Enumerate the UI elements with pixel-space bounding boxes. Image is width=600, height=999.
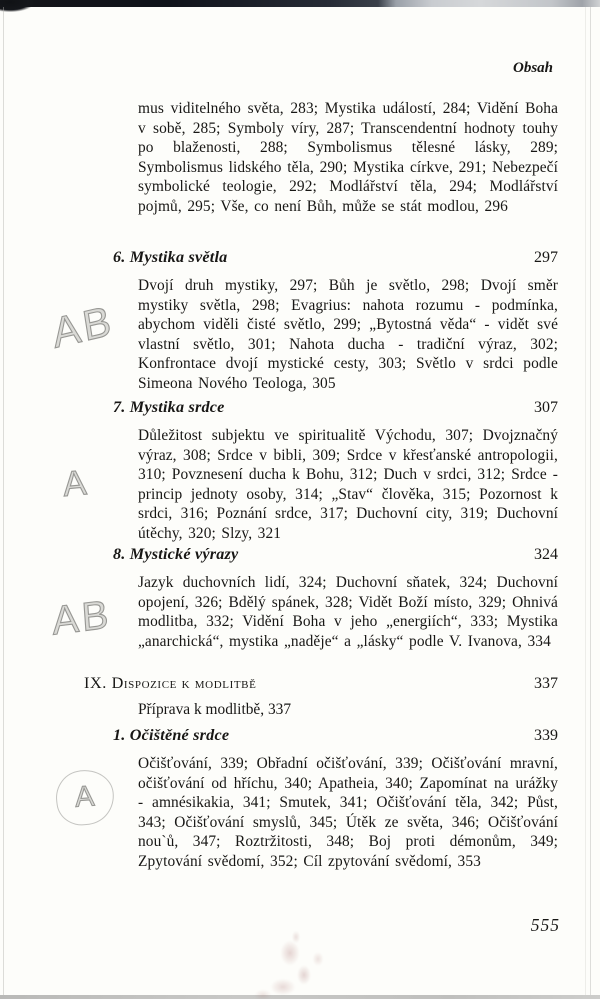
toc-section-page: 297 xyxy=(534,249,558,266)
toc-section-topics: Očišťování, 339; Obřadní očišťování, 339; Očišťování mravní, očišťování od hříchu, 340; Apatheia, 340; Zapomínat na urážky - amnésikakia, 341; Smutek, 341; Očišťování těla, 342; Půst, 343; Očišťování smyslů, 345; Útěk ze světa, 346; Očišťování nou`ů, 347; Roztržitosti, 348; Boj proti démonům, 349; Zpytování svědomí, 352; Cíl zpytování svědomí, 353 xyxy=(138,755,558,870)
toc-section-page: 339 xyxy=(534,727,558,744)
pencil-margin-note-2: A xyxy=(61,462,92,505)
running-header: Obsah xyxy=(512,60,553,76)
stain-mark xyxy=(238,925,348,999)
scan-left-edge-line xyxy=(3,7,4,995)
toc-section-topics: Důležitost subjektu ve spiritualitě Východu, 307; Dvojznačný výraz, 308; Srdce v bibli, 309; Srdce v křesťanské antropologii, 310; Povznesení ducha k Bohu, 312; Duch v srdci, 312; Srdce - princip jednoty osoby, 314; „Stav“ člověka, 315; Pozornost k srdci, 316; Poznání srdce, 317; Duchovní city, 319; Duchovní útěchy, 320; Slzy, 321 xyxy=(138,427,558,542)
pencil-margin-note-3: AB xyxy=(50,592,113,644)
pencil-margin-note-1: AB xyxy=(49,296,117,357)
toc-section-title: 8. Mystické výrazy xyxy=(113,545,239,563)
toc-section-1 xyxy=(113,726,558,745)
toc-section-6 xyxy=(113,248,558,267)
pencil-margin-note-4: A xyxy=(74,780,96,814)
toc-section-topics: Jazyk duchovních lidí, 324; Duchovní sňatek, 324; Duchovní opojení, 326; Bdělý spánek, 328; Vidět Boží místo, 329; Ohnivá modlitba, 332; Vidění Boha v jeho „energiích“, 333; Mystika „anarchická“, mystika „naděje“ a „lásky“ podle V. Ivanova, 334 xyxy=(138,574,558,650)
toc-section-title: 6. Mystika světla xyxy=(113,248,228,266)
scan-corner-blob xyxy=(0,0,34,12)
pencil-margin-note-4-circle xyxy=(53,767,117,829)
page-folio: 555 xyxy=(530,915,560,935)
scan-right-edge-line-2 xyxy=(585,7,586,995)
toc-section-8 xyxy=(113,545,558,564)
toc-section-page: 307 xyxy=(534,399,558,416)
toc-chapter-title: IX. Dispozice k modlitbě xyxy=(84,674,257,692)
toc-section-topics: Dvojí druh mystiky, 297; Bůh je světlo, 298; Dvojí směr mystiky světla, 298; Evagrius: nahota rozumu - podmínka, abychom viděli čisté světlo, 299; „Bytostná věda“ - vidět své vlastní světlo, 301; Nahota ducha - tradiční výraz, 302; Konfrontace dvojí mystické cesty, 303; Světlo v srdci podle Simeona Nového Teologa, 305 xyxy=(138,277,558,392)
toc-chapter-9 xyxy=(84,674,558,693)
scan-top-edge xyxy=(0,0,600,7)
toc-section-title: 7. Mystika srdce xyxy=(113,398,225,416)
toc-continued-paragraph: mus viditelného světa, 283; Mystika událostí, 284; Vidění Boha v sobě, 285; Symboly víry, 287; Transcendentní hodnoty touhy po blaženosti, 288; Symbolismus tělesné lásky, 289; Symbolismus lidského těla, 290; Mystika církve, 291; Nebezpečí symbolické teologie, 292; Modlářství těla, 294; Modlářství pojmů, 295; Vše, co není Bůh, může se stát modlou, 296 xyxy=(138,100,558,215)
toc-section-title: 1. Očištěné srdce xyxy=(113,726,230,744)
scan-right-edge-line xyxy=(590,7,591,995)
toc-section-7 xyxy=(113,398,558,417)
toc-chapter-subentry: Příprava k modlitbě, 337 xyxy=(138,701,292,718)
toc-section-page: 324 xyxy=(534,546,558,563)
toc-chapter-page: 337 xyxy=(534,675,558,692)
